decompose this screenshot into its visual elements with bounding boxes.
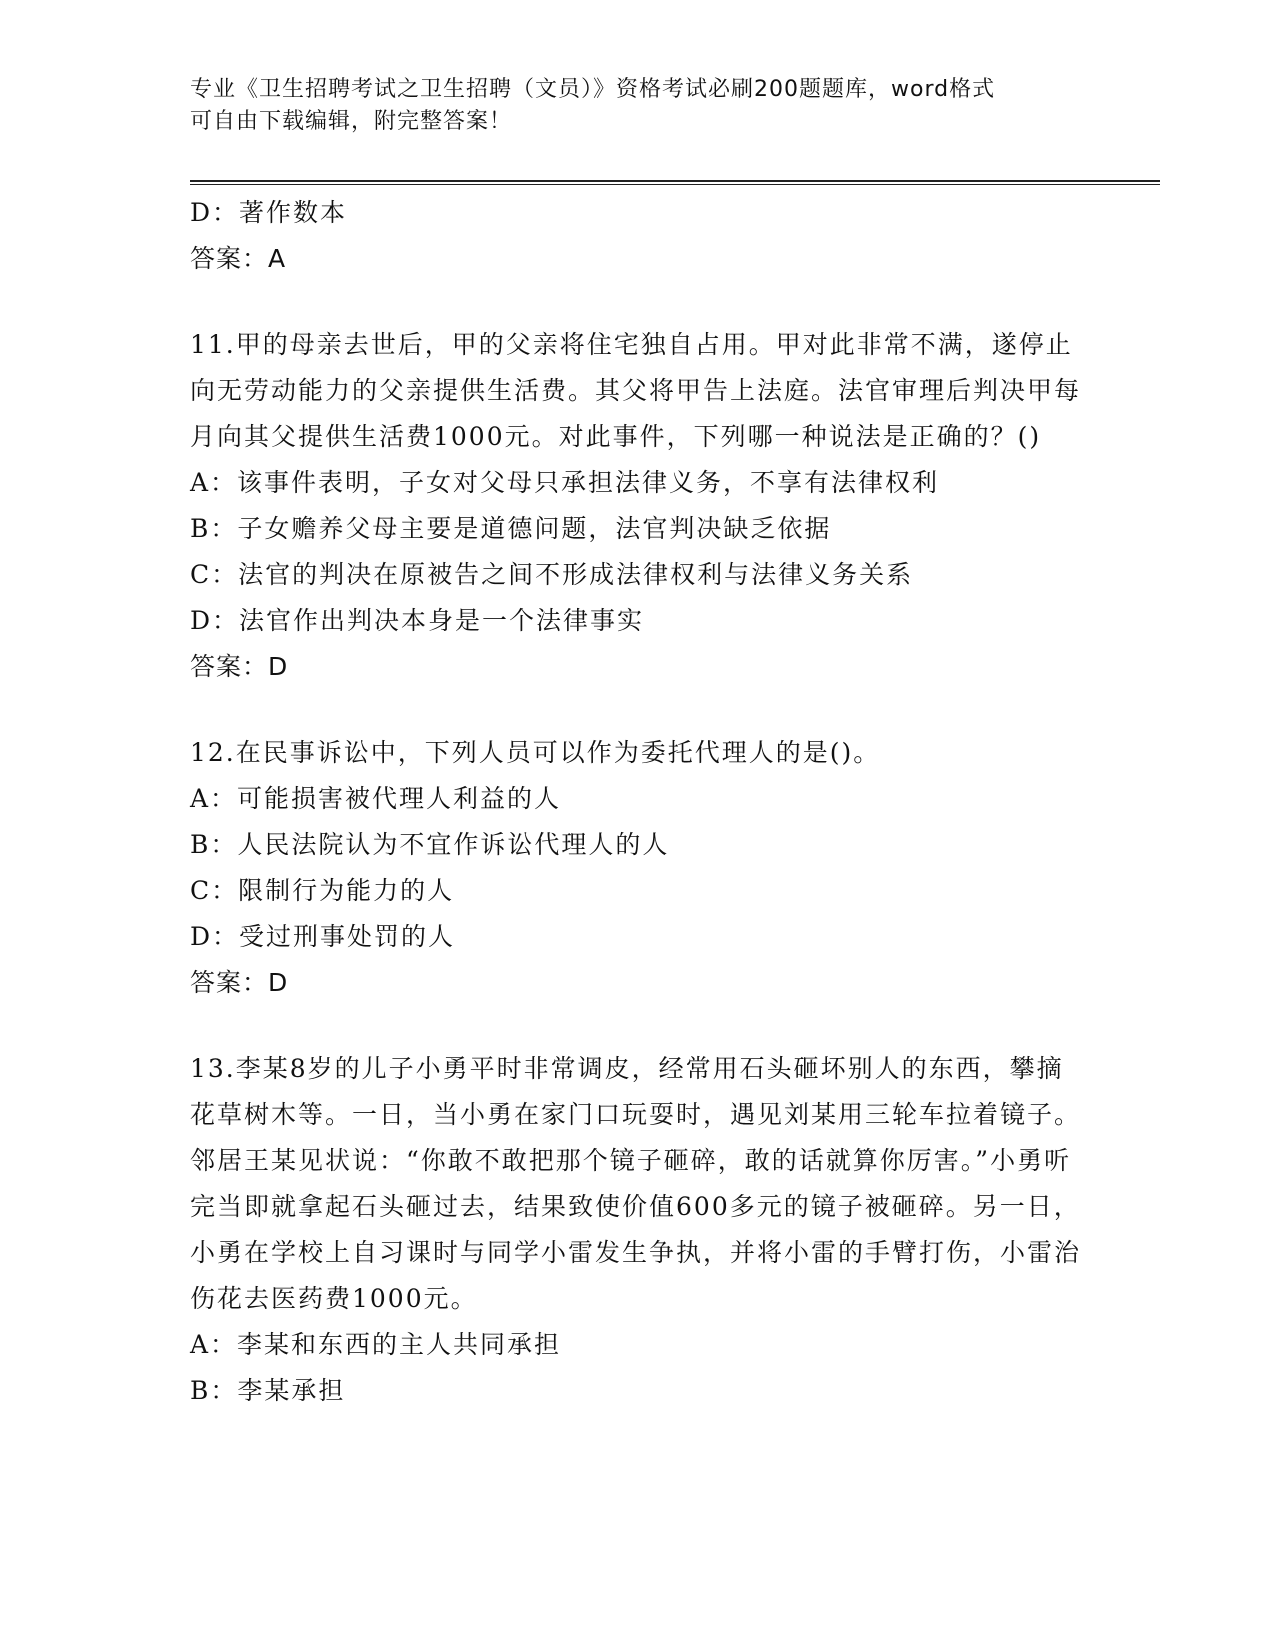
option-c: C：法官的判决在原被告之间不形成法律权利与法律义务关系: [190, 560, 914, 589]
prev-question-tail: [190, 190, 1090, 282]
option-c: C：限制行为能力的人: [190, 876, 455, 905]
question-text: 11.甲的母亲去世后，甲的父亲将住宅独自占用。甲对此非常不满，遂停止向无劳动能力的父亲提供生活费。其父将甲告上法庭。法官审理后判决甲每月向其父提供生活费1000元。对此事件，下列哪一种说法是正确的？(): [190, 330, 1082, 451]
answer: 答案：D: [190, 968, 289, 997]
answer: 答案：D: [190, 652, 289, 681]
option-a: A：李某和东西的主人共同承担: [190, 1330, 562, 1359]
option-a: A：可能损害被代理人利益的人: [190, 784, 562, 813]
header-line-2: 可自由下载编辑，附完整答案！: [190, 109, 513, 134]
question-12: [190, 730, 1090, 1006]
question-11: [190, 322, 1090, 690]
page-header: [190, 74, 1090, 138]
document-body: [190, 190, 1090, 1414]
option-b: B：人民法院认为不宜作诉讼代理人的人: [190, 830, 670, 859]
question-text: 12.在民事诉讼中，下列人员可以作为委托代理人的是()。: [190, 738, 881, 767]
option-a: A：该事件表明，子女对父母只承担法律义务，不享有法律权利: [190, 468, 940, 497]
option-b: B：子女赡养父母主要是道德问题，法官判决缺乏依据: [190, 514, 832, 543]
question-13: [190, 1046, 1090, 1414]
header-rule-thick: [190, 180, 1160, 182]
option-d: D：受过刑事处罚的人: [190, 922, 456, 951]
header-rule-thin: [190, 184, 1160, 185]
question-text: 13.李某8岁的儿子小勇平时非常调皮，经常用石头砸坏别人的东西，攀摘花草树木等。一日，当小勇在家门口玩耍时，遇见刘某用三轮车拉着镜子。邻居王某见状说：“你敢不敢把那个镜子砸碎，敢的话就算你厉害。”小勇听完当即就拿起石头砸过去，结果致使价值600多元的镜子被砸碎。另一日，小勇在学校上自习课时与同学小雷发生争执，并将小雷的手臂打伤，小雷治伤花去医药费1000元。: [190, 1054, 1082, 1313]
header-line-1: 专业《卫生招聘考试之卫生招聘（文员）》资格考试必刷200题题库，word格式: [190, 77, 996, 102]
option-b: B：李某承担: [190, 1376, 346, 1405]
answer: 答案：A: [190, 244, 287, 273]
option-d: D：著作数本: [190, 198, 348, 227]
option-d: D：法官作出判决本身是一个法律事实: [190, 606, 645, 635]
